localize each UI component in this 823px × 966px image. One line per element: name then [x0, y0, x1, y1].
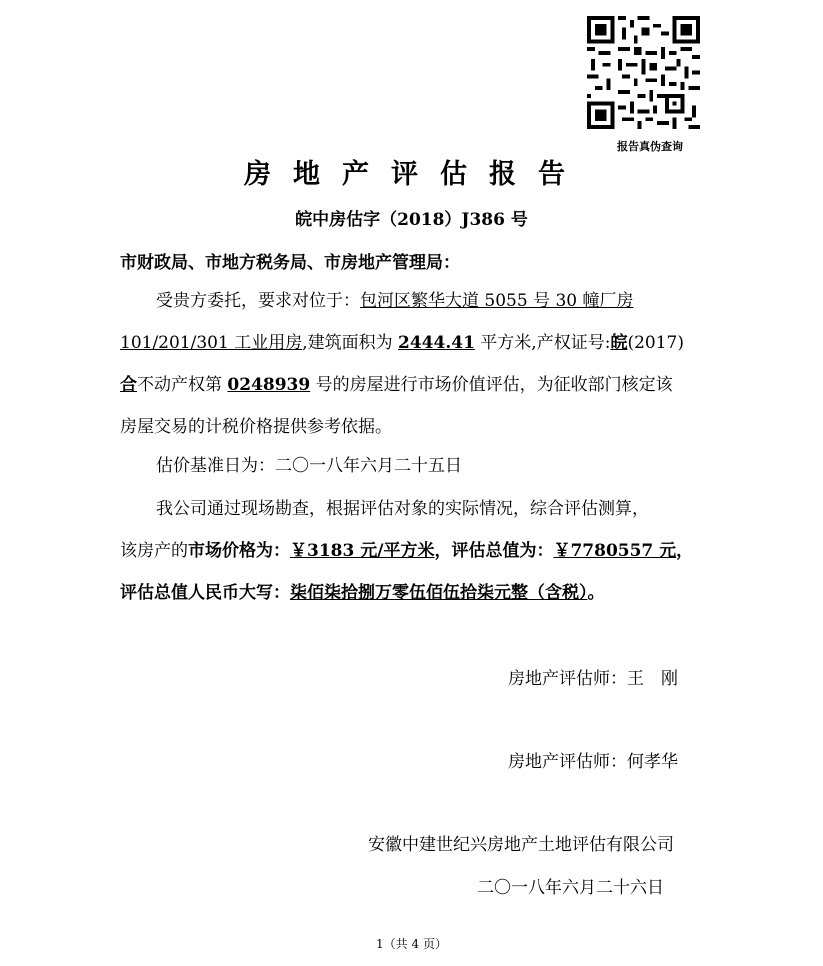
total-value-words-label: 评估总值人民币大写： — [120, 583, 290, 603]
text: 号的房屋进行市场价值评估，为征收部门核定该 — [310, 375, 673, 395]
addressee: 市财政局、市地方税务局、市房地产管理局： — [120, 253, 460, 273]
text: 该房产的 — [120, 541, 188, 561]
cert-prefix: 皖 — [610, 333, 628, 353]
paragraph-commission — [120, 280, 710, 448]
appraiser-1: 房地产评估师：王 刚 — [508, 669, 678, 689]
report-title: 房地产评估报告 — [244, 159, 587, 190]
text: 受贵方委托，要求对位于： — [156, 291, 360, 311]
document-number: 皖中房估字（2018）J386 号 — [295, 210, 528, 230]
property-address: 包河区繁华大道 5055 号 30 幢厂房 — [360, 291, 634, 311]
total-value: ￥7780557 元 — [553, 541, 677, 561]
market-price: ￥3183 元/平方米 — [290, 541, 435, 561]
text: 不动产权第 — [137, 375, 228, 395]
text: (2017) — [627, 333, 684, 353]
company-name: 安徽中建世纪兴房地产土地评估有限公司 — [368, 835, 674, 855]
market-price-label: 市场价格为： — [188, 541, 290, 561]
cert-number: 0248939 — [227, 375, 311, 395]
page-number: 1（共 4 页） — [376, 937, 447, 951]
appraiser-2: 房地产评估师：何孝华 — [508, 752, 678, 772]
text: 平方米,产权证号: — [474, 333, 611, 353]
property-address-units: 101/201/301 工业用房 — [120, 333, 303, 353]
paragraph-result — [120, 488, 710, 614]
text: ， — [434, 541, 452, 561]
text: 我公司通过现场勘查，根据评估对象的实际情况，综合评估测算， — [156, 499, 649, 519]
text: ,建筑面积为 — [302, 333, 399, 353]
qr-code[interactable] — [587, 16, 700, 129]
total-value-words: 柒佰柒拾捌万零伍佰伍拾柒元整（含税） — [290, 583, 588, 603]
qr-caption: 报告真伪查询 — [617, 140, 683, 153]
text: ， — [676, 541, 694, 561]
text: 房屋交易的计税价格提供参考依据。 — [120, 417, 392, 437]
valuation-date: 估价基准日为：二〇一八年六月二十五日 — [156, 456, 462, 476]
paragraph-valuation-date — [120, 445, 710, 487]
building-area: 2444.41 — [398, 333, 475, 353]
report-date: 二〇一八年六月二十六日 — [477, 878, 664, 898]
total-value-label: 评估总值为： — [451, 541, 554, 561]
text: 。 — [587, 583, 605, 603]
cert-he: 合 — [120, 375, 137, 395]
